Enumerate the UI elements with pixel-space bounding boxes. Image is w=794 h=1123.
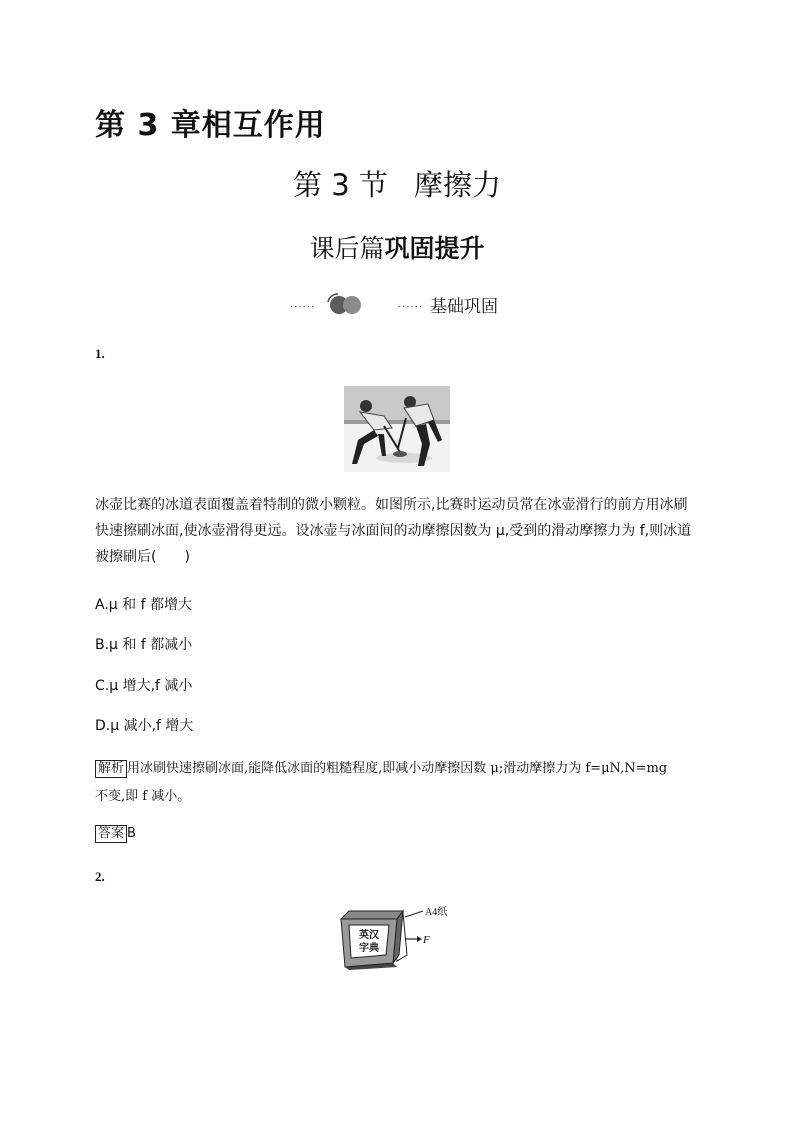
paper-label: A4纸 <box>425 907 448 918</box>
analysis-line-1 <box>95 755 715 783</box>
chapter-title: 第 3 章相互作用 <box>95 108 326 143</box>
book-title-line-1: 英汉 <box>359 930 379 941</box>
answer-tag: 答案 <box>95 825 127 843</box>
level-label: 基础巩固 <box>430 297 498 317</box>
analysis <box>95 755 715 811</box>
analysis-tag: 解析 <box>95 760 127 778</box>
option-c: C.μ 增大,f 减小 <box>95 678 193 694</box>
dots-left: ······ <box>290 302 316 313</box>
book-title-line-2: 字典 <box>359 943 379 954</box>
dots-right: ······ <box>398 302 424 313</box>
option-b: B.μ 和 f 都减小 <box>95 637 193 653</box>
section-title <box>0 163 794 204</box>
practice-title <box>0 229 794 265</box>
practice-prefix: 课后篇 <box>309 234 385 263</box>
question-2-number: 2. <box>95 869 105 884</box>
level-heading <box>290 292 520 316</box>
answer-value: B <box>127 826 136 841</box>
practice-emphasis: 巩固提升 <box>384 234 485 263</box>
question-1-number: 1. <box>95 346 105 361</box>
answer <box>95 825 136 843</box>
section-label: 第 3 节 <box>293 168 388 202</box>
option-d: D.μ 减小,f 增大 <box>95 718 194 734</box>
curling-photo <box>344 386 450 472</box>
analysis-line-2: 不变,即 f 减小。 <box>95 789 191 804</box>
section-name: 摩擦力 <box>413 168 501 202</box>
dictionary-figure <box>335 905 465 970</box>
force-label: F <box>423 934 430 946</box>
analysis-text-1: 用冰刷快速擦刷冰面,能降低冰面的粗糙程度,即减小动摩擦因数 μ;滑动摩擦力为 f=μN,N=mg <box>127 761 668 776</box>
question-1-text: 冰壶比赛的冰道表面覆盖着特制的微小颗粒。如图所示,比赛时运动员常在冰壶滑行的前方用冰刷快速擦刷冰面,使冰壶滑得更远。设冰壶与冰面间的动摩擦因数为 μ,受到的滑动摩擦力为 f,则冰道被擦刷后( ) <box>95 497 692 565</box>
level-circles-icon <box>324 292 366 316</box>
option-a: A.μ 和 f 都增大 <box>95 597 192 613</box>
